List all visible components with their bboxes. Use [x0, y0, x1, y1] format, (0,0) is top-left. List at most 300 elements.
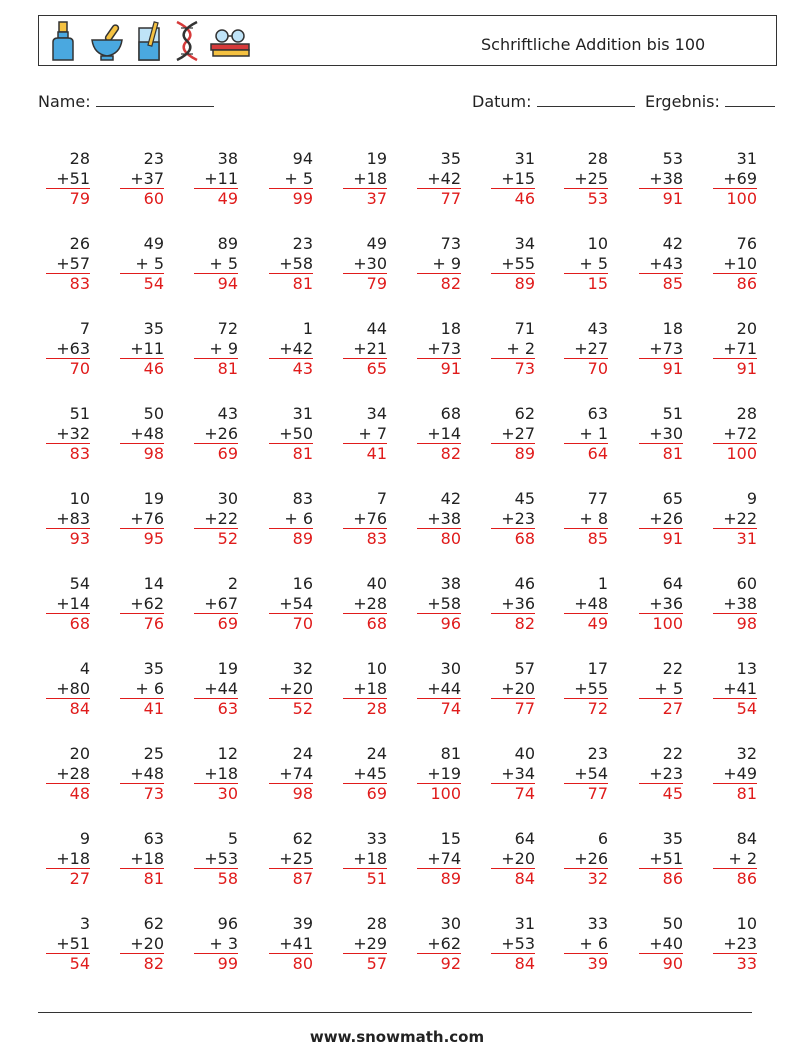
addition-problem: [269, 744, 313, 804]
addend-2: +76: [130, 508, 164, 528]
addend-2: + 9: [432, 253, 461, 273]
addition-problem: [564, 659, 608, 719]
addend-1: 28: [69, 149, 90, 168]
addend-1: 62: [292, 829, 313, 848]
addend-1: 5: [227, 829, 238, 848]
addend-2: +27: [574, 338, 608, 358]
sum-answer: 80: [269, 953, 313, 974]
addend-2: +49: [723, 763, 757, 783]
addition-problem: [564, 234, 608, 294]
addend-1: 38: [440, 574, 461, 593]
addend-2: +22: [204, 508, 238, 528]
addend-2: +44: [204, 678, 238, 698]
sum-answer: 54: [120, 273, 164, 294]
addition-problem: [46, 574, 90, 634]
addend-1: 45: [514, 489, 535, 508]
sum-answer: 81: [120, 868, 164, 889]
addition-problem: [564, 574, 608, 634]
addition-problem: [417, 744, 461, 804]
sum-answer: 79: [46, 188, 90, 209]
addend-2: + 6: [135, 678, 164, 698]
addend-2: +32: [56, 423, 90, 443]
addend-2: +38: [427, 508, 461, 528]
addition-problem: [120, 234, 164, 294]
addend-2: +80: [56, 678, 90, 698]
sum-answer: 52: [194, 528, 238, 549]
addition-problem: [713, 149, 757, 209]
addend-2: +51: [649, 848, 683, 868]
addend-1: 40: [366, 574, 387, 593]
addend-2: +43: [649, 253, 683, 273]
addition-problem: [491, 319, 535, 379]
sum-answer: 30: [194, 783, 238, 804]
addend-2: + 9: [209, 338, 238, 358]
sum-answer: 99: [194, 953, 238, 974]
addition-problem: [194, 404, 238, 464]
addend-2: +15: [501, 168, 535, 188]
addend-1: 62: [143, 914, 164, 933]
addend-1: 51: [662, 404, 683, 423]
addend-2: +69: [723, 168, 757, 188]
addend-1: 77: [587, 489, 608, 508]
worksheet-title: Schriftliche Addition bis 100: [481, 35, 706, 54]
addend-2: +74: [427, 848, 461, 868]
addition-problem: [194, 829, 238, 889]
sum-answer: 86: [713, 273, 757, 294]
addition-problem: [120, 744, 164, 804]
addition-problem: [491, 149, 535, 209]
sum-answer: 51: [343, 868, 387, 889]
addend-2: +11: [130, 338, 164, 358]
addition-problem: [564, 914, 608, 974]
addend-1: 51: [69, 404, 90, 423]
addend-1: 96: [217, 914, 238, 933]
addition-problem: [639, 914, 683, 974]
addend-2: + 1: [579, 423, 608, 443]
addition-problem: [417, 829, 461, 889]
addend-2: +25: [279, 848, 313, 868]
addition-problem: [120, 149, 164, 209]
sum-answer: 64: [564, 443, 608, 464]
addend-2: + 3: [209, 933, 238, 953]
addend-1: 2: [227, 574, 238, 593]
sum-answer: 84: [491, 868, 535, 889]
addend-2: +18: [353, 848, 387, 868]
addend-2: +41: [723, 678, 757, 698]
sum-answer: 89: [491, 443, 535, 464]
sum-answer: 89: [491, 273, 535, 294]
sum-answer: 98: [713, 613, 757, 634]
addend-2: +42: [279, 338, 313, 358]
addition-problem: [269, 234, 313, 294]
sum-answer: 91: [639, 358, 683, 379]
addend-1: 19: [366, 149, 387, 168]
addition-problem: [417, 659, 461, 719]
addition-problem: [417, 404, 461, 464]
addend-1: 17: [587, 659, 608, 678]
sum-answer: 27: [639, 698, 683, 719]
addition-problem: [120, 404, 164, 464]
sum-answer: 53: [564, 188, 608, 209]
sum-answer: 43: [269, 358, 313, 379]
addition-problem: [639, 319, 683, 379]
addend-2: +36: [649, 593, 683, 613]
addition-problem: [343, 149, 387, 209]
addend-2: +55: [501, 253, 535, 273]
sum-answer: 32: [564, 868, 608, 889]
addend-2: +42: [427, 168, 461, 188]
sum-answer: 48: [46, 783, 90, 804]
addition-problem: [639, 829, 683, 889]
addend-2: +57: [56, 253, 90, 273]
sum-answer: 100: [639, 613, 683, 634]
sum-answer: 74: [417, 698, 461, 719]
addend-1: 39: [292, 914, 313, 933]
addition-problem: [713, 829, 757, 889]
addend-1: 30: [440, 659, 461, 678]
footer-divider: [38, 1012, 752, 1013]
addition-problem: [343, 234, 387, 294]
sum-answer: 69: [194, 443, 238, 464]
addend-1: 64: [662, 574, 683, 593]
sum-answer: 99: [269, 188, 313, 209]
sum-answer: 85: [564, 528, 608, 549]
addend-2: +53: [204, 848, 238, 868]
sum-answer: 68: [46, 613, 90, 634]
addition-problem: [713, 234, 757, 294]
addition-problem: [46, 234, 90, 294]
addend-1: 14: [143, 574, 164, 593]
addend-2: +83: [56, 508, 90, 528]
addend-1: 10: [366, 659, 387, 678]
addend-1: 44: [366, 319, 387, 338]
addend-1: 35: [143, 659, 164, 678]
addend-1: 53: [662, 149, 683, 168]
sum-answer: 86: [639, 868, 683, 889]
addition-problem: [269, 914, 313, 974]
result-label: Ergebnis:: [645, 92, 720, 111]
addend-2: +38: [649, 168, 683, 188]
addend-1: 43: [587, 319, 608, 338]
sum-answer: 90: [639, 953, 683, 974]
addend-1: 72: [217, 319, 238, 338]
addend-2: +21: [353, 338, 387, 358]
addition-problem: [713, 489, 757, 549]
addition-problem: [269, 659, 313, 719]
sum-answer: 87: [269, 868, 313, 889]
sum-answer: 41: [120, 698, 164, 719]
addend-2: + 2: [506, 338, 535, 358]
addend-1: 23: [143, 149, 164, 168]
addend-1: 81: [440, 744, 461, 763]
addend-1: 31: [514, 149, 535, 168]
sum-answer: 81: [269, 273, 313, 294]
addend-1: 13: [736, 659, 757, 678]
addend-1: 31: [514, 914, 535, 933]
addend-2: +14: [56, 593, 90, 613]
addend-2: +38: [723, 593, 757, 613]
sum-answer: 76: [120, 613, 164, 634]
addend-2: +28: [353, 593, 387, 613]
addition-problem: [564, 319, 608, 379]
addend-2: +27: [501, 423, 535, 443]
addition-problem: [269, 574, 313, 634]
addition-problem: [269, 489, 313, 549]
sum-answer: 70: [564, 358, 608, 379]
sum-answer: 81: [269, 443, 313, 464]
sum-answer: 100: [713, 188, 757, 209]
addend-1: 4: [79, 659, 90, 678]
addend-1: 94: [292, 149, 313, 168]
sum-answer: 49: [194, 188, 238, 209]
addition-problem: [343, 914, 387, 974]
addition-problem: [713, 659, 757, 719]
sum-answer: 96: [417, 613, 461, 634]
addend-2: + 6: [284, 508, 313, 528]
addend-1: 43: [217, 404, 238, 423]
addition-problem: [46, 659, 90, 719]
sum-answer: 98: [269, 783, 313, 804]
addition-problem: [417, 914, 461, 974]
addition-problem: [343, 319, 387, 379]
addend-1: 28: [366, 914, 387, 933]
addend-2: +53: [501, 933, 535, 953]
addend-2: +30: [649, 423, 683, 443]
sum-answer: 31: [713, 528, 757, 549]
addend-1: 18: [662, 319, 683, 338]
addition-problem: [343, 574, 387, 634]
addend-2: +23: [501, 508, 535, 528]
addend-1: 35: [662, 829, 683, 848]
addend-1: 12: [217, 744, 238, 763]
addition-problem: [713, 914, 757, 974]
addend-2: +37: [130, 168, 164, 188]
addend-2: +51: [56, 933, 90, 953]
addend-1: 1: [302, 319, 313, 338]
sum-answer: 83: [46, 273, 90, 294]
sum-answer: 46: [491, 188, 535, 209]
addend-2: +41: [279, 933, 313, 953]
sum-answer: 80: [417, 528, 461, 549]
addend-1: 3: [79, 914, 90, 933]
addition-problem: [343, 829, 387, 889]
addition-problem: [491, 659, 535, 719]
addition-problem: [194, 234, 238, 294]
addend-1: 20: [69, 744, 90, 763]
addend-2: + 6: [579, 933, 608, 953]
addend-1: 7: [376, 489, 387, 508]
addition-problem: [343, 404, 387, 464]
addend-2: +54: [279, 593, 313, 613]
sum-answer: 60: [120, 188, 164, 209]
addend-1: 24: [292, 744, 313, 763]
addend-1: 7: [79, 319, 90, 338]
addition-problem: [343, 744, 387, 804]
addend-1: 19: [143, 489, 164, 508]
addend-2: +40: [649, 933, 683, 953]
sum-answer: 52: [269, 698, 313, 719]
addition-problem: [120, 319, 164, 379]
sum-answer: 81: [713, 783, 757, 804]
addend-1: 32: [292, 659, 313, 678]
addend-2: +55: [574, 678, 608, 698]
addend-2: +25: [574, 168, 608, 188]
sum-answer: 58: [194, 868, 238, 889]
sum-answer: 68: [343, 613, 387, 634]
sum-answer: 73: [491, 358, 535, 379]
addition-problem: [491, 829, 535, 889]
addition-problem: [417, 574, 461, 634]
sum-answer: 65: [343, 358, 387, 379]
addend-2: +34: [501, 763, 535, 783]
addend-2: +26: [649, 508, 683, 528]
addend-1: 34: [514, 234, 535, 253]
sum-answer: 63: [194, 698, 238, 719]
addition-problem: [713, 574, 757, 634]
sum-answer: 69: [194, 613, 238, 634]
addition-problem: [46, 744, 90, 804]
addition-problem: [194, 574, 238, 634]
addend-1: 33: [587, 914, 608, 933]
addend-2: + 5: [135, 253, 164, 273]
addend-2: +71: [723, 338, 757, 358]
addend-2: +30: [353, 253, 387, 273]
sum-answer: 33: [713, 953, 757, 974]
sum-answer: 91: [713, 358, 757, 379]
addend-2: +29: [353, 933, 387, 953]
sum-answer: 82: [120, 953, 164, 974]
addend-1: 16: [292, 574, 313, 593]
addend-1: 32: [736, 744, 757, 763]
addition-problem: [564, 149, 608, 209]
sum-answer: 39: [564, 953, 608, 974]
addition-problem: [491, 404, 535, 464]
sum-answer: 89: [417, 868, 461, 889]
sum-answer: 100: [713, 443, 757, 464]
addend-1: 84: [736, 829, 757, 848]
date-label: Datum:: [472, 92, 532, 111]
addition-problem: [120, 489, 164, 549]
addend-1: 46: [514, 574, 535, 593]
addend-2: +62: [130, 593, 164, 613]
addition-problem: [269, 404, 313, 464]
addend-2: +18: [353, 168, 387, 188]
addend-1: 26: [69, 234, 90, 253]
addend-2: +54: [574, 763, 608, 783]
addition-problem: [639, 659, 683, 719]
sum-answer: 57: [343, 953, 387, 974]
name-label: Name:: [38, 92, 91, 111]
sum-answer: 82: [491, 613, 535, 634]
addition-problem: [491, 234, 535, 294]
addition-problem: [417, 489, 461, 549]
addend-2: +20: [130, 933, 164, 953]
addend-2: +28: [56, 763, 90, 783]
sum-answer: 68: [491, 528, 535, 549]
addend-1: 10: [736, 914, 757, 933]
sum-answer: 54: [46, 953, 90, 974]
addend-1: 57: [514, 659, 535, 678]
sum-answer: 45: [639, 783, 683, 804]
addend-1: 23: [292, 234, 313, 253]
addend-2: +22: [723, 508, 757, 528]
addend-2: +73: [649, 338, 683, 358]
addend-1: 50: [143, 404, 164, 423]
addition-problem: [639, 404, 683, 464]
addend-2: + 5: [579, 253, 608, 273]
addend-2: +44: [427, 678, 461, 698]
addend-2: +20: [501, 848, 535, 868]
sum-answer: 86: [713, 868, 757, 889]
addend-2: +50: [279, 423, 313, 443]
addend-2: +62: [427, 933, 461, 953]
addend-2: + 7: [358, 423, 387, 443]
addition-problem: [564, 404, 608, 464]
addend-1: 1: [597, 574, 608, 593]
addend-1: 42: [440, 489, 461, 508]
addend-1: 89: [217, 234, 238, 253]
addend-1: 40: [514, 744, 535, 763]
addition-problem: [120, 914, 164, 974]
addition-problem: [46, 829, 90, 889]
addend-1: 10: [69, 489, 90, 508]
sum-answer: 70: [46, 358, 90, 379]
addend-2: +26: [204, 423, 238, 443]
addition-problem: [194, 319, 238, 379]
sum-answer: 46: [120, 358, 164, 379]
sum-answer: 84: [46, 698, 90, 719]
addition-problem: [639, 234, 683, 294]
addition-problem: [46, 149, 90, 209]
addend-2: +63: [56, 338, 90, 358]
addend-1: 65: [662, 489, 683, 508]
addend-2: + 5: [284, 168, 313, 188]
addend-1: 9: [746, 489, 757, 508]
addition-problem: [639, 149, 683, 209]
addend-2: +74: [279, 763, 313, 783]
addend-1: 15: [440, 829, 461, 848]
sum-answer: 28: [343, 698, 387, 719]
addend-2: +45: [353, 763, 387, 783]
sum-answer: 91: [639, 188, 683, 209]
addition-problem: [269, 149, 313, 209]
addend-2: +36: [501, 593, 535, 613]
addend-1: 31: [736, 149, 757, 168]
sum-answer: 70: [269, 613, 313, 634]
addend-2: + 2: [728, 848, 757, 868]
sum-answer: 89: [269, 528, 313, 549]
addend-2: +76: [353, 508, 387, 528]
addend-1: 73: [440, 234, 461, 253]
addend-1: 6: [597, 829, 608, 848]
sum-answer: 74: [491, 783, 535, 804]
addition-problem: [194, 744, 238, 804]
addition-problem: [194, 489, 238, 549]
sum-answer: 81: [639, 443, 683, 464]
addend-1: 34: [366, 404, 387, 423]
addend-2: +19: [427, 763, 461, 783]
addition-problem: [194, 914, 238, 974]
addend-1: 22: [662, 744, 683, 763]
sum-answer: 82: [417, 273, 461, 294]
addend-2: +48: [130, 763, 164, 783]
addend-1: 33: [366, 829, 387, 848]
addend-1: 49: [366, 234, 387, 253]
addition-problem: [46, 319, 90, 379]
addition-problem: [120, 659, 164, 719]
addition-problem: [46, 404, 90, 464]
addition-problem: [120, 829, 164, 889]
